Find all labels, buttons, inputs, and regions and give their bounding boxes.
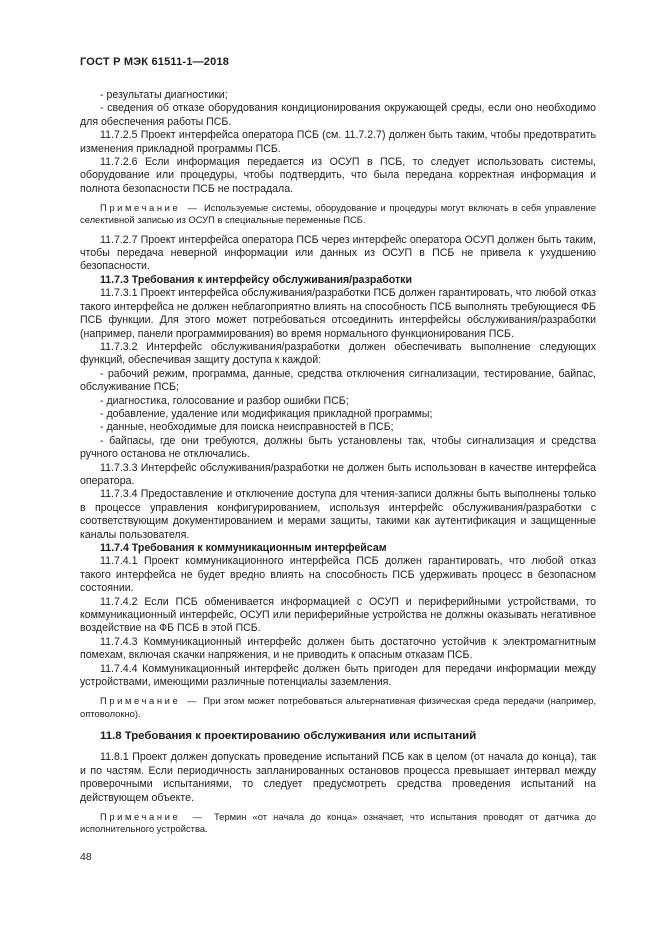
- page-number: 48: [80, 851, 92, 864]
- section-heading-11-7-3: 11.7.3 Требования к интерфейсу обслуживания/разработки: [100, 273, 412, 286]
- running-header: ГОСТ Р МЭК 61511-1—2018: [80, 56, 230, 68]
- note: [80, 202, 596, 226]
- note-dash: —: [187, 202, 197, 214]
- clause-11-7-4-1: 11.7.4.1 Проект коммуникационного интерфейса ПСБ должен гарантировать, что любой отказ такого интерфейса не будет вредно влиять на способность ПСБ удерживать процесс в безопасном состоянии.: [80, 555, 596, 595]
- note-text: Используемые системы, оборудование и процедуры могут включать в себя управление селективной записью из ОСУП в специальные переменные ПСБ.: [80, 202, 596, 226]
- note-label: Примечание: [100, 810, 181, 822]
- note-dash: —: [187, 695, 197, 707]
- bullet-item: - рабочий режим, программа, данные, средства отключения сигнализации, тестирование, байпас, обслуживание ПСБ;: [80, 367, 596, 394]
- section-heading-11-7-4: 11.7.4 Требования к коммуникационным интерфейсам: [100, 542, 387, 554]
- clause-11-7-3-4: 11.7.3.4 Предоставление и отключение доступа для чтения-записи должны быть выполнены только в процессе управления конфигурированием, используя интерфейс обслуживания/разработки с соответствующим документированием и мерами защиты, такими как аутентификация и защищенные каналы пользователя.: [80, 488, 596, 541]
- clause-11-7-4-2: 11.7.4.2 Если ПСБ обменивается информацией с ОСУП и периферийными устройствами, то коммуникационный интерфейс, ОСУП или периферийные устройства не должны оказывать негативное воздействие на ФБ ПСБ в этой ПСБ.: [80, 595, 596, 635]
- bullet-item: - результаты диагностики;: [100, 89, 228, 101]
- bullet-item: - добавление, удаление или модификация прикладной программы;: [100, 407, 433, 420]
- clause-11-7-3-1: 11.7.3.1 Проект интерфейса обслуживания/разработки ПСБ должен гарантировать, что любой отказ такого интерфейса не должен неблагоприятно влиять на способность ПСБ выполнять требующиеся ФБ ПСБ функции. Для этого может потребоваться отсоединить интерфейсы обслуживания/разработки (например, панели программирования) во время нормального функционирования ПСБ.: [80, 287, 596, 340]
- clause-11-8-1: 11.8.1 Проект должен допускать проведение испытаний ПСБ как в целом (от начала до конца), так и по частям. Если периодичность запланированных остановов процесса превышает интервал между проверочными испытаниями, то следует предусмотреть средства проведения испытаний на действующем объекте.: [80, 751, 596, 804]
- note-text: При этом может потребоваться альтернативная физическая среда передачи (например, оптоволокно).: [80, 695, 597, 719]
- subsection-heading-11-8: 11.8 Требования к проектированию обслуживания или испытаний: [100, 729, 477, 742]
- bullet-item: - диагностика, голосование и разбор ошибки ПСБ;: [100, 394, 349, 407]
- clause-11-7-4-4: 11.7.4.4 Коммуникационный интерфейс должен быть пригоден для передачи информации между устройствами, имеющими различные потенциалы заземления.: [80, 662, 596, 689]
- bullet-item: - данные, необходимые для поиска неисправностей в ПСБ;: [100, 421, 394, 434]
- note-label: Примечание: [100, 695, 181, 707]
- clause-11-7-3-3: 11.7.3.3 Интерфейс обслуживания/разработки не должен быть использован в качестве интерфейса оператора.: [80, 461, 596, 487]
- clause-11-7-2-5: 11.7.2.5 Проект интерфейса оператора ПСБ (см. 11.7.2.7) должен быть таким, чтобы предотвратить изменения прикладной программы ПСБ.: [80, 129, 596, 155]
- clause-11-7-2-7: 11.7.2.7 Проект интерфейса оператора ПСБ через интерфейс оператора ОСУП должен быть таким, чтобы передача неверной информации или данных из ОСУП в ПСБ не привела к ухудшению безопасности.: [80, 233, 596, 273]
- clause-11-7-4-3: 11.7.4.3 Коммуникационный интерфейс должен быть достаточно устойчив к электромагнитным помехам, включая скачки напряжения, и не приводить к опасным отказам ПСБ.: [80, 635, 596, 662]
- note: [80, 811, 596, 835]
- note-text: Термин «от начала до конца» означает, что испытания проводят от датчика до исполнительного устройства.: [80, 810, 596, 835]
- note-dash: —: [192, 810, 202, 822]
- clause-11-7-3-2: 11.7.3.2 Интерфейс обслуживания/разработки должен обеспечивать выполнение следующих функций, обеспечивая защиту доступа к каждой:: [80, 340, 596, 367]
- note-label: Примечание: [100, 202, 181, 214]
- bullet-item: - сведения об отказе оборудования кондиционирования окружающей среды, если оно необходимо для обеспечения работы ПСБ.: [80, 102, 596, 128]
- clause-11-7-2-6: 11.7.2.6 Если информация передается из ОСУП в ПСБ, то следует использовать системы, оборудование или процедуры, чтобы подтвердить, что была передана корректная информация и полнота безопасности ПСБ не пострадала.: [80, 156, 596, 195]
- note: [80, 695, 596, 719]
- bullet-item: - байпасы, где они требуются, должны быть установлены так, чтобы сигнализация и средства ручного останова не отключались.: [80, 434, 596, 461]
